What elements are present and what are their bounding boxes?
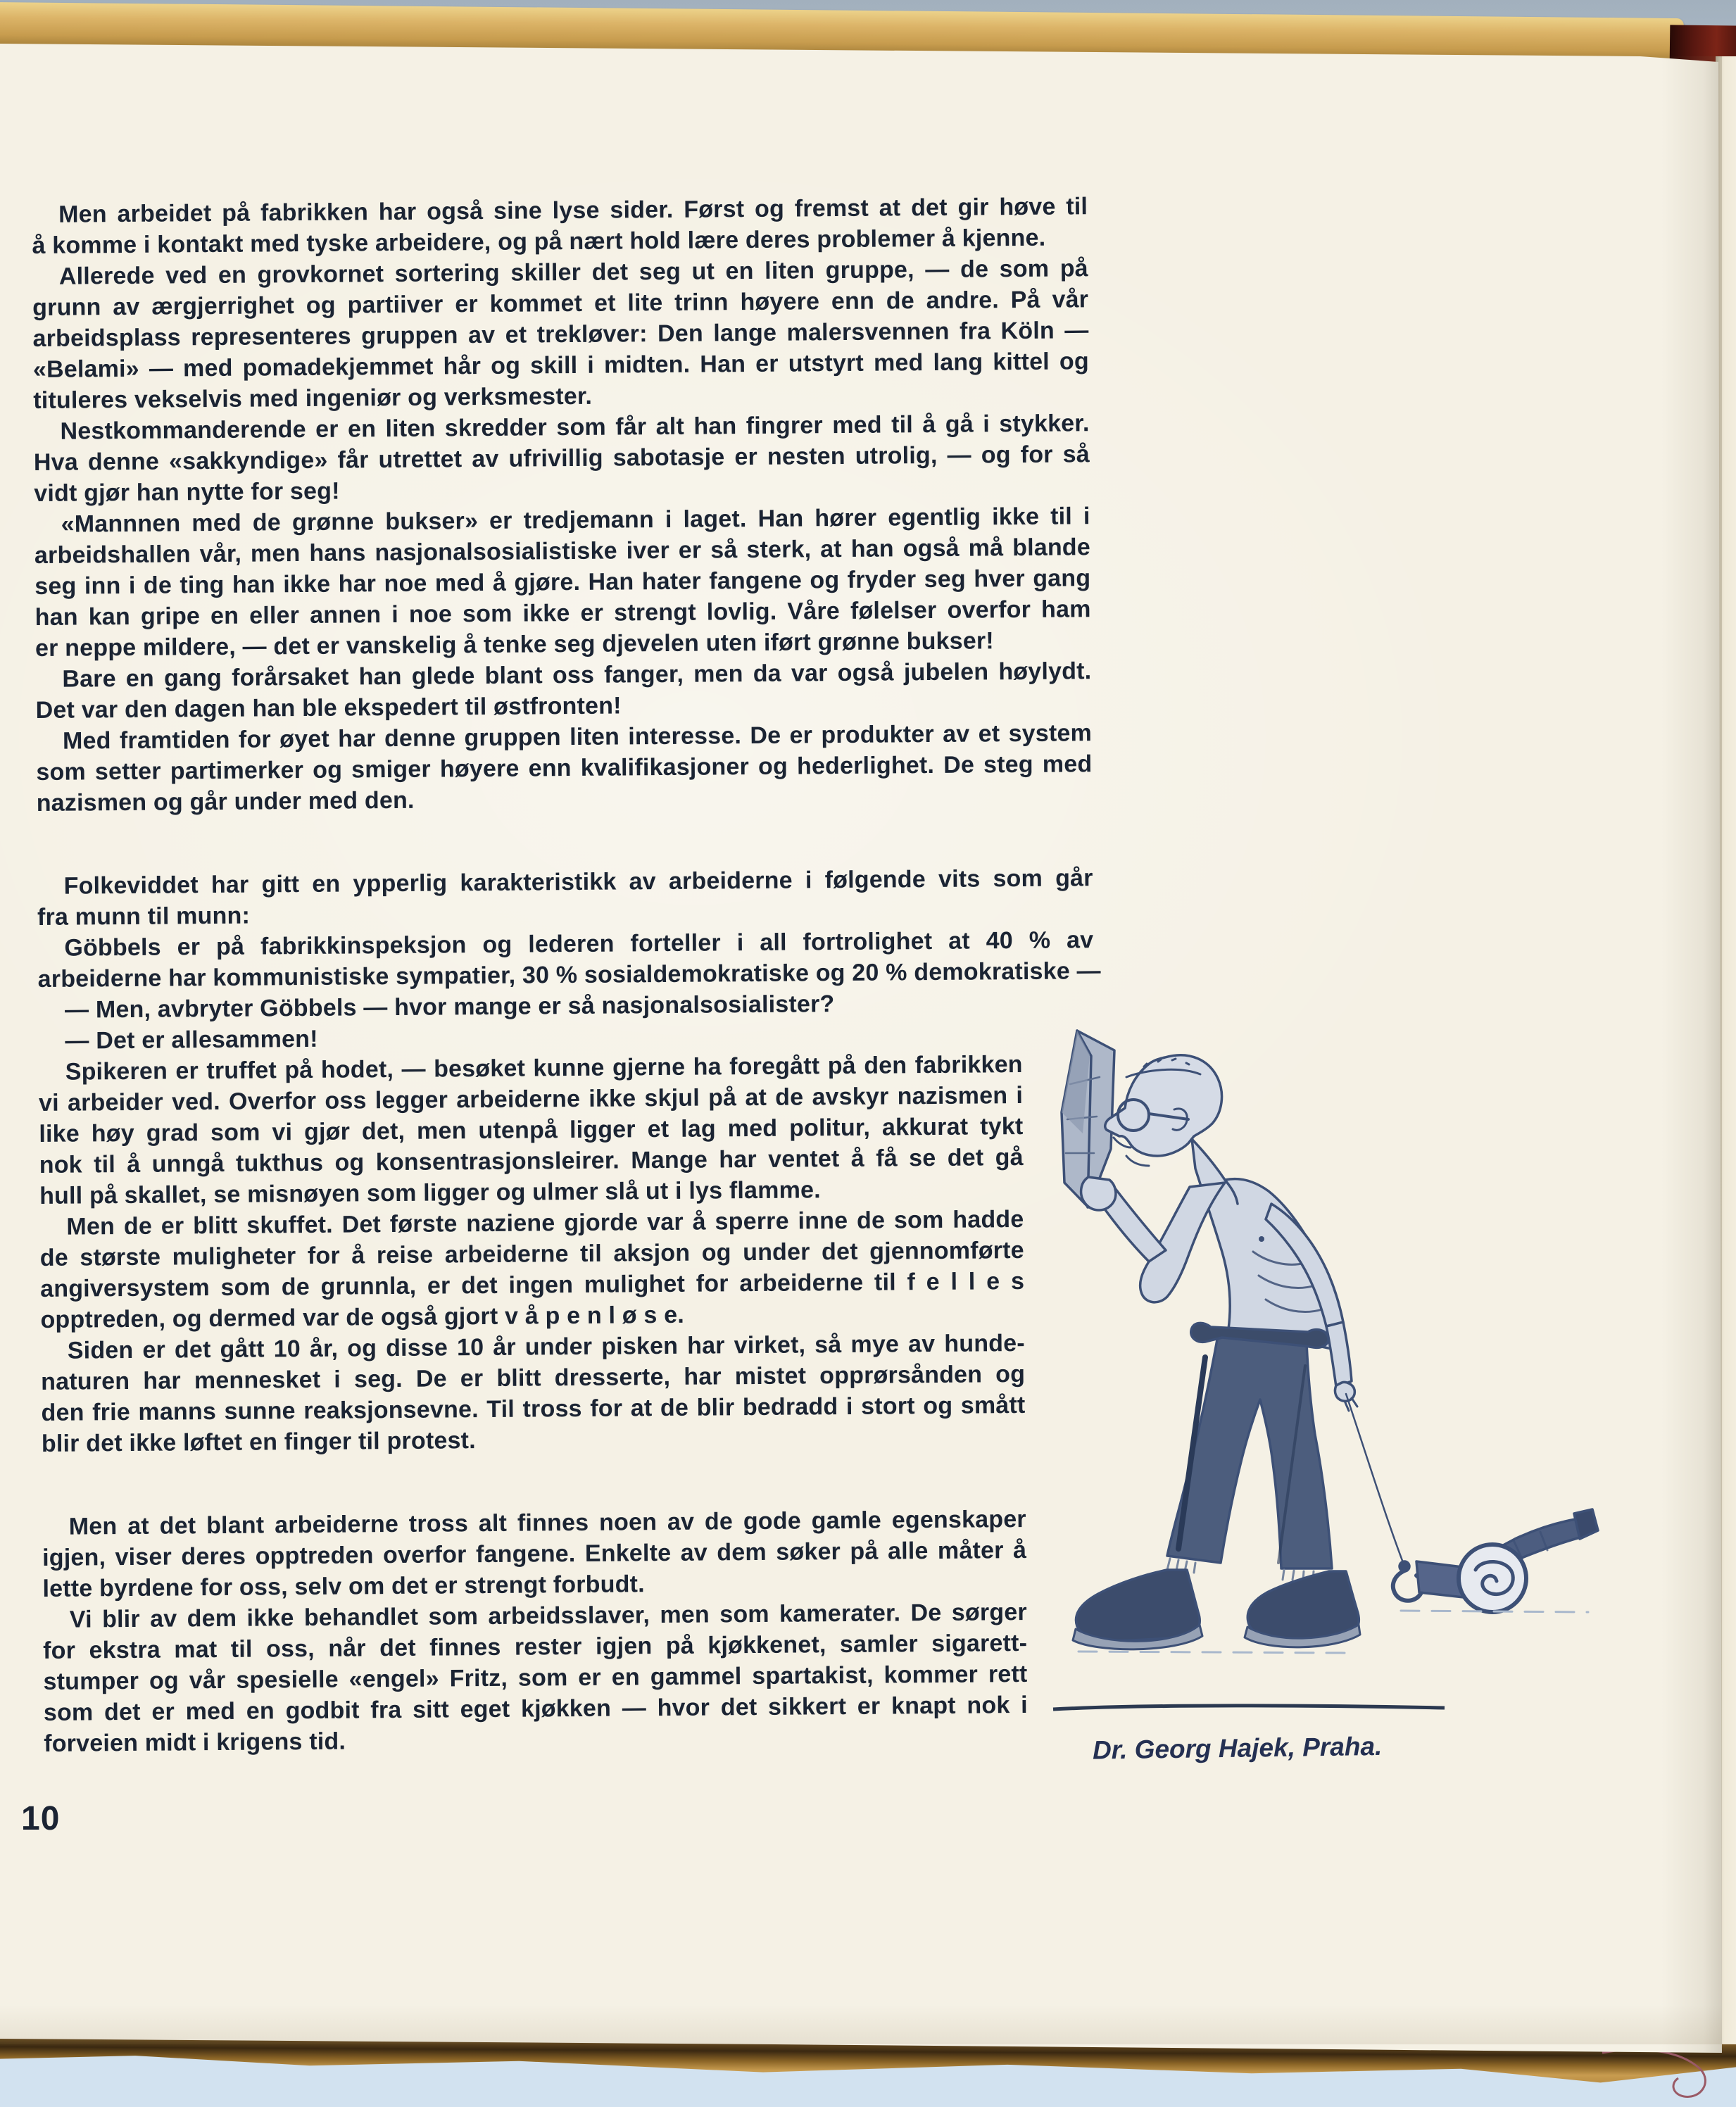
text-line: Siden er det gått 10 år, og disse 10 år under pisken har virket, så mye av hunde- — [67, 1329, 1025, 1364]
paragraph — [33, 408, 1090, 509]
text-line: arbeiderne har kommunistiske sympatier, 30 % sosialdemokratiske og 20 % demokratiske — — [37, 957, 1101, 993]
text-line: Men arbeidet på fabrikken har også sine lyse sider. Først og fremst at det gir høve til — [58, 193, 1088, 228]
text-line: Men de er blitt skuffet. Det første naziene gjorde var å sperre inne de som hadde — [66, 1205, 1024, 1240]
text-line: de største muligheter for å reise arbeiderne til aksjon og under det gjennomførte — [39, 1236, 1024, 1271]
text-line: tituleres vekselvis med ingeniør og verksmester. — [33, 382, 593, 414]
text-line: nazismen og går under med den. — [36, 786, 415, 817]
text-line: som det er med en godbit fra sitt eget kjøkken — hvor det sikkert er knapt nok i — [43, 1691, 1028, 1726]
text-line: arbeidsplass representeres gruppen av et trekløver: Den lange malersvennen fra Köln — — [32, 317, 1089, 352]
ground-line — [1053, 1706, 1445, 1709]
paragraph — [37, 862, 1093, 933]
text-line: «Belami» — med pomadekjemmet hår og skill i midten. Han er utstyrt med lang kittel og — [32, 348, 1090, 383]
illustration-caption: Dr. Georg Hajek, Praha. — [1092, 1731, 1383, 1765]
text-line: blir det ikke løftet en finger til protest. — [41, 1427, 476, 1457]
text-line: Allerede ved en grovkornet sortering skiller det seg ut en liten gruppe, — de som på — [58, 255, 1088, 290]
paragraph — [32, 191, 1088, 261]
man-left-arm — [1081, 1177, 1225, 1302]
text-line: stumper og vår spesielle «engel» Fritz, som er en gammel spartakist, kommer rett — [43, 1660, 1028, 1695]
trousers — [1167, 1323, 1332, 1568]
text-line: Hva denne «sakkyndige» får utrettet av ufrivillig sabotasje er nesten utrolig, — og for så — [33, 441, 1090, 476]
paragraph — [42, 1504, 1027, 1604]
text-line: Vi blir av dem ikke behandlet som arbeidsslaver, men som kamerater. De sørger — [69, 1598, 1027, 1633]
man-head — [1105, 1055, 1222, 1166]
text-line: som setter partimerker og smiger høyere enn kvalifikasjoner og hederlighet. De steg med — [36, 750, 1093, 786]
man-torso — [1192, 1139, 1345, 1352]
text-line: Bare en gang forårsaket han glede blant oss fanger, men da var også jubelen høylydt. — [62, 658, 1092, 693]
pull-string — [1346, 1394, 1406, 1570]
text-line: den frie manns sunne reaksjonsevne. Til tross for at de blir bedradd i stort og smått — [41, 1391, 1026, 1426]
text-line: opptreden, og dermed var de også gjort v å p e n l ø s e. — [40, 1301, 685, 1333]
text-line: Nestkommanderende er en liten skredder som får alt han fingrer med til å gå i stykker. — [60, 410, 1090, 445]
toy-cannon — [1393, 1509, 1598, 1612]
paragraph — [34, 501, 1091, 664]
text-line: fra munn til munn: — [37, 902, 251, 931]
text-line: lette byrdene for oss, selv om det er strengt forbudt. — [42, 1571, 645, 1602]
text-line: «Mannnen med de grønne bukser» er tredjemann i laget. Han hører egentlig ikke til i — [61, 503, 1090, 538]
text-line: han kan gripe en eller annen i noe som ikke er strengt lovlig. Våre følelser overfor ham — [34, 596, 1091, 631]
text-line: seg inn i de ting han ikke har noe med å gjøre. Han hater fangene og fryder seg hver gang — [34, 565, 1091, 600]
text-line: vi arbeider ved. Overfor oss legger arbeiderne ikke skjul på at de avskyr nazismen i — [38, 1081, 1024, 1117]
paragraph — [39, 1204, 1024, 1335]
text-line: naturen har mennesket i seg. De er blitt dresserte, har mistet opprørsånden og — [41, 1360, 1026, 1395]
text-line: — Det er allesammen! — [65, 1025, 318, 1055]
text-line: hull på skallet, se misnøyen som ligger og ulmer slå ut i lys flamme. — [39, 1176, 821, 1209]
boots — [1073, 1570, 1360, 1649]
text-line: grunn av ærgjerrighet og partiiver er kommet et lite trinn høyere enn de andre. På vår — [32, 286, 1089, 321]
paragraph — [41, 1328, 1026, 1459]
text-line: Göbbels er på fabrikkinspeksjon og lederen forteller i all fortrolighet at 40 % av — [64, 926, 1094, 962]
text-column — [32, 191, 1103, 1759]
text-line: — Men, avbryter Göbbels — hvor mange er så nasjonalsosialister? — [64, 990, 835, 1024]
text-line: Det var den dagen han ble ekspedert til østfronten! — [35, 692, 622, 724]
text-line: angiversystem som de grunnla, er det ingen mulighet for arbeiderne til f e l l e s — [40, 1267, 1025, 1302]
text-line: forveien midt i krigens tid. — [44, 1728, 346, 1757]
text-line: like høy grad som vi gjør det, men utenpå ligger et lag med politur, akkurat tykt — [39, 1112, 1024, 1147]
text-line: å komme i kontakt med tyske arbeidere, og på nært hold lære deres problemer å kjenne. — [32, 224, 1046, 259]
paragraph — [39, 1049, 1024, 1212]
text-line: Men at det blant arbeiderne tross alt finnes noen av de gode gamle egenskaper — [68, 1505, 1026, 1540]
text-line: Folkeviddet har gitt en ypperlig karakteristikk av arbeiderne i følgende vits som går — [63, 864, 1093, 900]
text-line: er neppe mildere, — det er vanskelig å tenke seg djevelen uten iført grønne bukser! — [34, 627, 995, 662]
text-line: vidt gjør han nytte for seg! — [34, 477, 340, 507]
illustration-man-with-toy-cannon — [1021, 971, 1736, 1746]
paragraph — [37, 924, 1101, 995]
text-line: for ekstra mat til oss, når det finnes rester igjen på kjøkkenet, samler sigarett- — [43, 1629, 1028, 1664]
paragraph — [36, 717, 1093, 819]
text-line: arbeidshallen vår, men hans nasjonalsosialistiske iver er så sterk, at han også må blande — [34, 534, 1091, 569]
paragraph — [32, 253, 1090, 416]
left-hand — [1081, 1177, 1116, 1210]
text-line: nok til å unngå tukthus og konsentrasjonsleirer. Mange har ventet å få se det gå — [39, 1143, 1024, 1178]
paragraph — [35, 655, 1092, 726]
text-line: Med framtiden for øyet har denne gruppen liten interesse. De er produkter av et system — [62, 719, 1093, 755]
paragraph — [43, 1597, 1029, 1759]
text-line: Spikeren er truffet på hodet, — besøket kunne gjerne ha foregått på den fabrikken — [65, 1050, 1023, 1086]
page-number: 10 — [21, 1800, 61, 1837]
text-line: igjen, viser deres opptreden overfor fangene. Enkelte av dem søker på alle måter å — [42, 1536, 1027, 1571]
